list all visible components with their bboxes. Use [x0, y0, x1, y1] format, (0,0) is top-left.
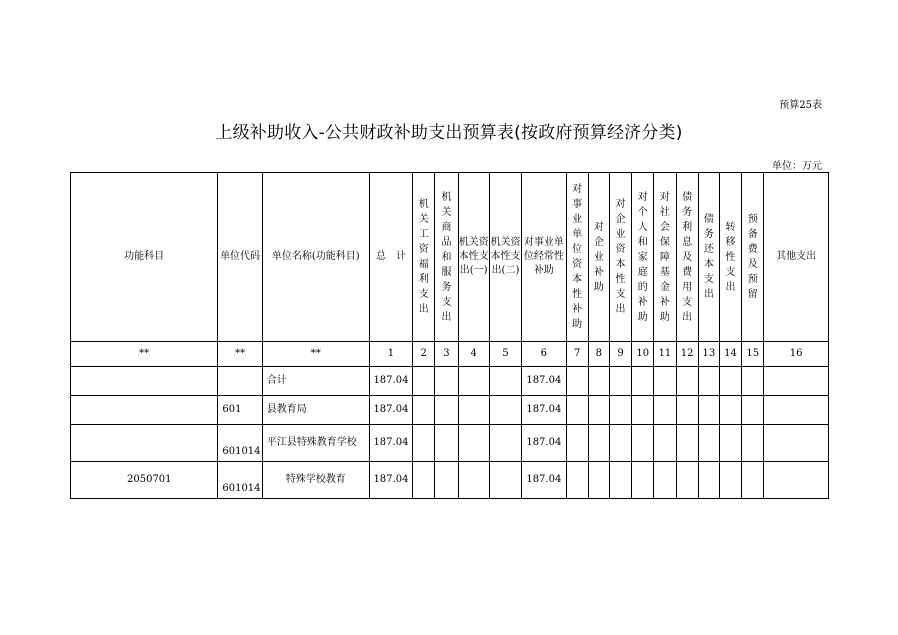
empty-cell: [435, 367, 458, 396]
header-col-15: 其他支出: [764, 173, 829, 342]
func-cell: [71, 396, 218, 425]
index-cell: 16: [764, 342, 829, 367]
index-cell: **: [262, 342, 369, 367]
empty-cell: [413, 396, 435, 425]
empty-cell: [719, 396, 741, 425]
empty-cell: [609, 367, 631, 396]
empty-cell: [413, 367, 435, 396]
code-cell: [218, 367, 262, 396]
index-cell: 13: [698, 342, 719, 367]
form-number: 预算25表: [779, 100, 822, 111]
header-col-2: [435, 173, 458, 342]
header-col-10-label: 对社会保障基金补助: [659, 191, 670, 323]
empty-cell: [588, 396, 609, 425]
empty-cell: [698, 367, 719, 396]
header-col-7-label: 对企业补助: [593, 221, 604, 293]
table-row: [71, 367, 829, 396]
empty-cell: [435, 396, 458, 425]
empty-cell: [458, 425, 489, 462]
index-cell: 8: [588, 342, 609, 367]
empty-cell: [654, 396, 676, 425]
name-cell: 平江县特殊教育学校: [262, 425, 369, 462]
total-cell: 187.04: [369, 425, 412, 462]
index-cell: 10: [632, 342, 654, 367]
code-cell: 601014: [218, 425, 262, 462]
empty-cell: [489, 425, 521, 462]
empty-cell: [566, 396, 588, 425]
subsidy-cell: 187.04: [522, 396, 566, 425]
header-total: 总 计: [369, 173, 412, 342]
empty-cell: [458, 367, 489, 396]
header-col-13: [719, 173, 741, 342]
header-code: 单位代码: [218, 173, 262, 342]
empty-cell: [566, 425, 588, 462]
header-col-7: [588, 173, 609, 342]
empty-cell: [632, 367, 654, 396]
total-cell: 187.04: [369, 396, 412, 425]
empty-cell: [654, 425, 676, 462]
header-col-5: 对事业单位经常性补助: [522, 173, 566, 342]
empty-cell: [764, 462, 829, 499]
empty-cell: [413, 462, 435, 499]
empty-cell: [654, 462, 676, 499]
header-col-11: [676, 173, 698, 342]
table-row: [71, 425, 829, 462]
empty-cell: [742, 367, 764, 396]
name-cell: 县教育局: [262, 396, 369, 425]
header-col-3: 机关资本性支出(一): [458, 173, 489, 342]
index-cell: 4: [458, 342, 489, 367]
empty-cell: [676, 425, 698, 462]
index-cell: 6: [522, 342, 566, 367]
header-row: [71, 173, 829, 342]
empty-cell: [698, 396, 719, 425]
empty-cell: [489, 367, 521, 396]
subsidy-cell: 187.04: [522, 462, 566, 499]
header-col-12-label: 债务还本支出: [703, 214, 714, 300]
empty-cell: [435, 462, 458, 499]
header-col-12: [698, 173, 719, 342]
empty-cell: [742, 425, 764, 462]
empty-cell: [588, 367, 609, 396]
header-col-2-label: 机关商品和服务支出: [441, 191, 452, 323]
index-row: [71, 342, 829, 367]
index-cell: 3: [435, 342, 458, 367]
header-col-10: [654, 173, 676, 342]
header-func: 功能科目: [71, 173, 218, 342]
index-cell: **: [218, 342, 262, 367]
index-cell: 11: [654, 342, 676, 367]
empty-cell: [719, 367, 741, 396]
header-col-14-label: 预备费及预留: [747, 214, 758, 300]
header-col-13-label: 转移性支出: [725, 221, 736, 293]
func-cell: [71, 367, 218, 396]
header-col-4: 机关资本性支出(二): [489, 173, 521, 342]
empty-cell: [458, 396, 489, 425]
empty-cell: [489, 462, 521, 499]
empty-cell: [676, 396, 698, 425]
empty-cell: [764, 396, 829, 425]
empty-cell: [588, 462, 609, 499]
code-cell: 601: [218, 396, 262, 425]
table-row: [71, 396, 829, 425]
index-cell: 1: [369, 342, 412, 367]
func-cell: 2050701: [71, 462, 218, 499]
empty-cell: [609, 462, 631, 499]
empty-cell: [632, 425, 654, 462]
index-cell: 2: [413, 342, 435, 367]
index-cell: 15: [742, 342, 764, 367]
header-col-6: [566, 173, 588, 342]
header-col-8-label: 对企业资本性支出: [615, 199, 626, 315]
header-col-9-label: 对个人和家庭的补助: [637, 191, 648, 323]
empty-cell: [719, 425, 741, 462]
name-cell: 特殊学校教育: [262, 462, 369, 499]
table-row: [71, 462, 829, 499]
subsidy-cell: 187.04: [522, 425, 566, 462]
page-title: 上级补助收入-公共财政补助支出预算表(按政府预算经济分类): [215, 123, 683, 143]
empty-cell: [489, 396, 521, 425]
name-cell: 合计: [262, 367, 369, 396]
total-cell: 187.04: [369, 462, 412, 499]
total-cell: 187.04: [369, 367, 412, 396]
header-col-11-label: 债务利息及费用支出: [682, 191, 693, 323]
index-cell: 12: [676, 342, 698, 367]
empty-cell: [764, 425, 829, 462]
index-cell: 7: [566, 342, 588, 367]
index-cell: **: [71, 342, 218, 367]
empty-cell: [698, 462, 719, 499]
unit-label: 单位：万元: [772, 161, 822, 172]
empty-cell: [764, 367, 829, 396]
header-name: 单位名称(功能科目): [262, 173, 369, 342]
index-cell: 14: [719, 342, 741, 367]
empty-cell: [719, 462, 741, 499]
empty-cell: [413, 425, 435, 462]
empty-cell: [435, 425, 458, 462]
code-cell: 601014: [218, 462, 262, 499]
empty-cell: [654, 367, 676, 396]
empty-cell: [676, 462, 698, 499]
empty-cell: [698, 425, 719, 462]
header-col-6-label: 对事业单位资本性补助: [572, 184, 583, 330]
func-cell: [71, 425, 218, 462]
header-col-8: [609, 173, 631, 342]
empty-cell: [676, 367, 698, 396]
header-col-9: [632, 173, 654, 342]
index-cell: 5: [489, 342, 521, 367]
empty-cell: [458, 462, 489, 499]
empty-cell: [632, 396, 654, 425]
empty-cell: [609, 425, 631, 462]
subsidy-cell: 187.04: [522, 367, 566, 396]
header-col-1-label: 机关工资福利支出: [418, 199, 429, 315]
header-col-1: [413, 173, 435, 342]
empty-cell: [609, 396, 631, 425]
empty-cell: [742, 396, 764, 425]
empty-cell: [588, 425, 609, 462]
index-cell: 9: [609, 342, 631, 367]
empty-cell: [566, 462, 588, 499]
empty-cell: [566, 367, 588, 396]
budget-table: [70, 172, 829, 499]
empty-cell: [632, 462, 654, 499]
header-col-14: [742, 173, 764, 342]
empty-cell: [742, 462, 764, 499]
